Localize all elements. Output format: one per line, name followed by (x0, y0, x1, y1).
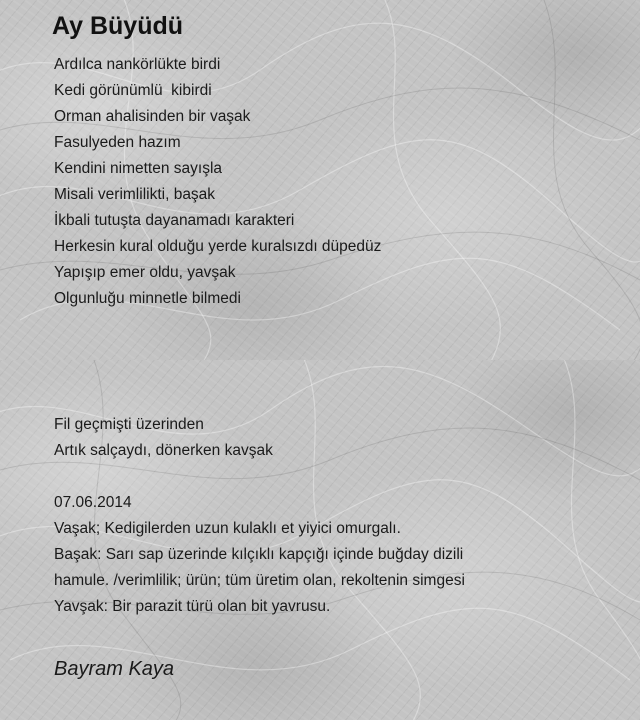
poem-note: Vaşak; Kedigilerden uzun kulaklı et yiyici omurgalı. (54, 520, 401, 537)
poem-note: Yavşak: Bir parazit türü olan bit yavrusu. (54, 598, 331, 615)
poem-note: Başak: Sarı sap üzerinde kılçıklı kapçığı içinde buğday dizili (54, 546, 464, 563)
poem-line: Herkesin kural olduğu yerde kuralsızdı düpedüz (54, 238, 382, 255)
poem-line: Kendini nimetten sayışla (54, 160, 223, 177)
poem-line: Fasulyeden hazım (54, 134, 181, 151)
poem-author: Bayram Kaya (54, 658, 175, 680)
poem-note: hamule. /verimlilik; ürün; tüm üretim olan, rekoltenin simgesi (54, 572, 465, 589)
poem-stanza-two (54, 412, 465, 620)
poem-line: İkbali tutuşta dayanamadı karakteri (54, 212, 295, 229)
poem-line: Yapışıp emer oldu, yavşak (54, 264, 236, 281)
poem-card-bottom (0, 360, 640, 720)
poem-line: Ardılca nankörlükte birdi (54, 56, 221, 73)
poem-stanza-one (54, 52, 381, 312)
poem-line: Artık salçaydı, dönerken kavşak (54, 442, 273, 459)
poem-line (54, 464, 465, 490)
poem-line: Fil geçmişti üzerinden (54, 416, 204, 433)
poem-title: Ay Büyüdü (52, 12, 184, 40)
poem-line: Olgunluğu minnetle bilmedi (54, 290, 241, 307)
poem-line: Kedi görünümlü kibirdi (54, 82, 212, 99)
poem-line: Orman ahalisinden bir vaşak (54, 108, 251, 125)
poem-line: Misali verimlilikti, başak (54, 186, 216, 203)
poem-date: 07.06.2014 (54, 494, 132, 511)
